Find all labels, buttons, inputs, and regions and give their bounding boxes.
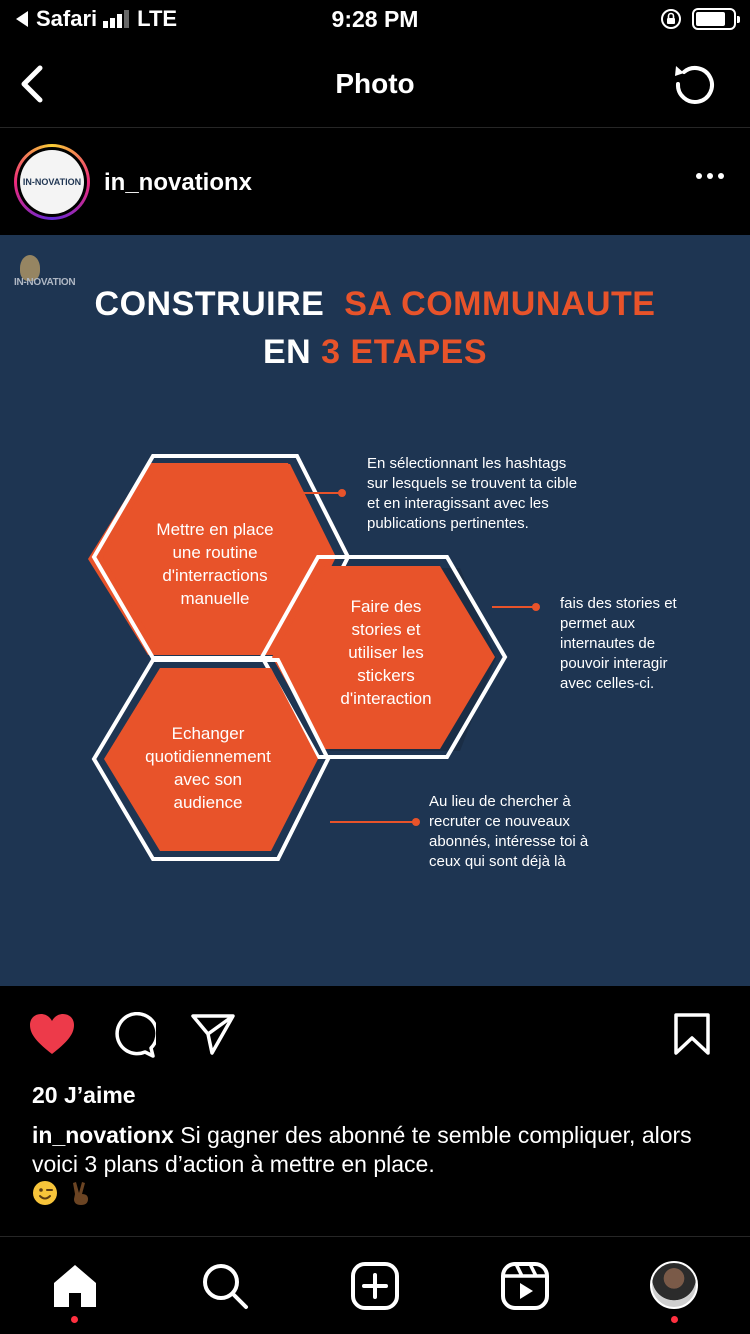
connector-dot-1 [338,489,346,497]
desc-line: permet aux [560,615,636,632]
caption-text: Si gagner des abonné te semble compliquer, alors voici 3 plans d’action à mettre en place. [32,1122,692,1177]
nav-header [0,40,750,128]
post-caption [32,1121,732,1208]
desc-line: abonnés, intéresse toi à [429,833,589,850]
hex-line: avec son [173,770,243,789]
hex-line: d'interractions [162,566,268,585]
plus-square-icon [350,1261,400,1311]
refresh-icon [670,58,720,108]
dot-icon [718,173,724,179]
hex-line: audience [173,793,243,812]
description-1 [367,454,627,534]
comment-button[interactable] [110,1012,156,1063]
refresh-button[interactable] [670,58,720,108]
hexagon-2-text [296,595,476,710]
hex-line: Faire des [350,597,422,616]
hex-line: Echanger [171,724,245,743]
post-username[interactable]: in_novationx [104,169,253,196]
network-label: LTE [137,6,178,31]
share-button[interactable] [190,1012,236,1061]
orientation-lock-icon [660,8,682,30]
status-right [660,8,736,30]
headline-accent-1: SA COMMUNAUTE [344,285,656,323]
post-image[interactable] [0,235,750,986]
hex-line: quotidiennement [145,747,271,766]
battery-icon [692,8,736,30]
headline-accent-2: 3 ETAPES [321,333,488,371]
desc-line: avec celles-ci. [560,675,655,692]
desc-line: Au lieu de chercher à [429,793,571,810]
home-icon [50,1261,100,1311]
story-avatar[interactable] [14,144,90,220]
desc-line: fais des stories et [560,595,677,612]
status-time: 9:28 PM [331,6,419,32]
headline-white-1: CONSTRUIRE [94,285,325,323]
search-icon [200,1261,250,1311]
hex-line: stickers [357,666,415,685]
brand-logo-text: IN-NOVATION [14,277,76,288]
desc-line: et en interagissant avec les [367,495,549,512]
hex-line: manuelle [180,589,250,608]
description-3 [429,792,649,872]
desc-line: sur lesquels se trouvent ta cible [367,475,578,492]
hex-line: d'interaction [340,689,432,708]
hex-line: une routine [172,543,258,562]
notification-dot [671,1316,678,1323]
post-header [0,129,750,235]
status-bar [0,0,750,40]
desc-line: recruter ce nouveaux [429,813,570,830]
like-button[interactable] [28,1012,76,1061]
tab-home[interactable] [50,1261,100,1311]
more-options-button[interactable] [696,173,724,179]
like-count[interactable]: 20 J’aime [32,1082,136,1108]
post-actions [0,986,750,1076]
winking-face-icon [32,1180,58,1206]
hex-line: Mettre en place [156,520,274,539]
tab-search[interactable] [200,1261,250,1311]
notification-dot [71,1316,78,1323]
headline-white-2: EN [262,333,312,371]
desc-line: pouvoir interagir [560,655,668,672]
connector-dot-3 [412,818,420,826]
description-2 [560,594,720,694]
bookmark-icon [672,1012,712,1056]
heart-filled-icon [28,1012,76,1056]
connector-dot-2 [532,603,540,611]
dot-icon [696,173,702,179]
desc-line: En sélectionnant les hashtags [367,455,567,472]
dot-icon [707,173,713,179]
hex-line: utiliser les [348,643,424,662]
desc-line: publications pertinentes. [367,515,529,532]
tab-reels[interactable] [500,1261,550,1311]
hexagon-3-text [118,722,298,814]
page-title: Photo [335,68,415,99]
send-icon [190,1012,236,1056]
tab-bar [0,1236,750,1334]
hex-line: stories et [351,620,421,639]
victory-hand-icon [68,1180,94,1206]
comment-icon [110,1012,156,1058]
reels-icon [500,1261,550,1311]
save-button[interactable] [672,1012,712,1061]
profile-avatar [650,1261,698,1309]
hexagon-1-text [125,518,305,610]
tab-profile[interactable] [650,1261,700,1311]
desc-line: internautes de [560,635,656,652]
tab-create[interactable] [350,1261,400,1311]
carrier-label: Safari [36,6,98,31]
desc-line: ceux qui sont déjà là [429,853,566,870]
avatar-logo: IN-NOVATION [20,150,84,214]
caption-username[interactable]: in_novationx [32,1122,174,1148]
